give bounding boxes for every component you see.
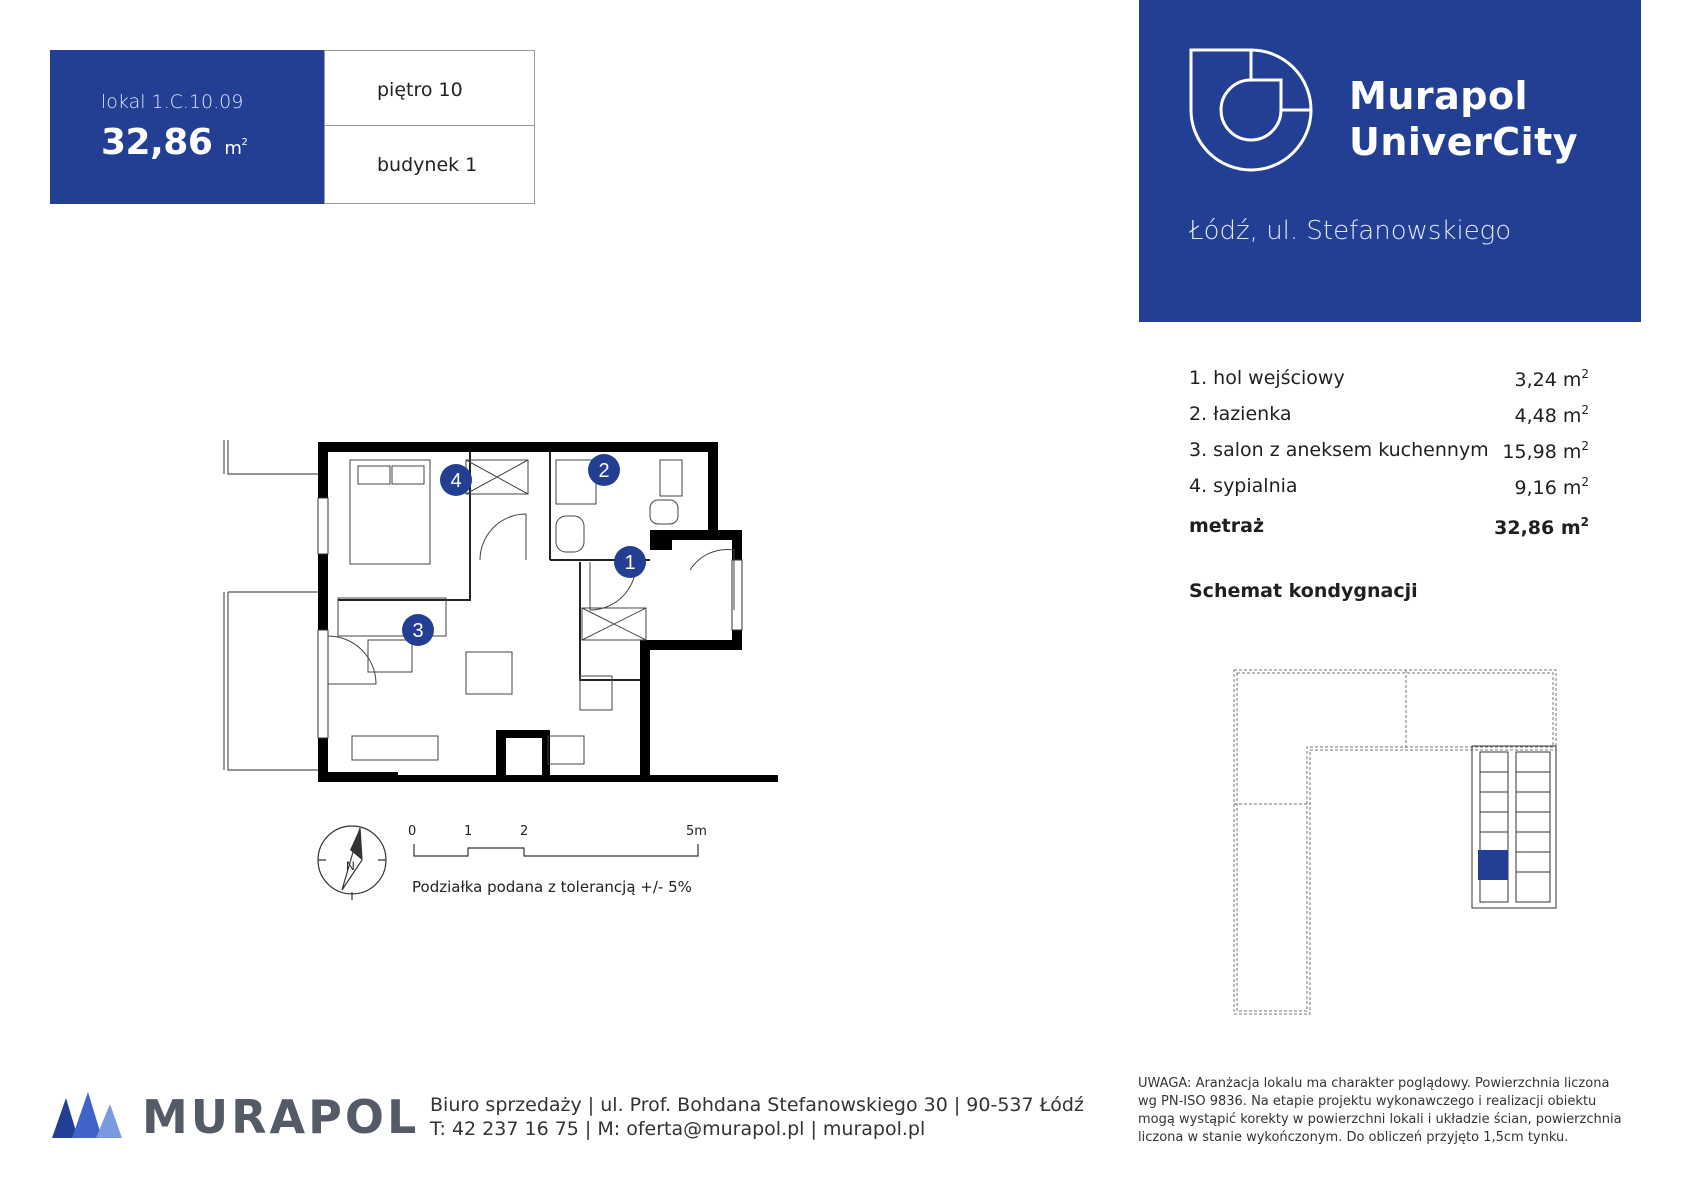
total-area: 32,86 $m^2$ bbox=[1494, 515, 1589, 539]
floor-cell bbox=[324, 50, 535, 126]
room-table bbox=[1189, 362, 1589, 546]
disclaimer: UWAGA: Aranżacja lokalu ma charakter poglądowy. Powierzchnia liczona wg PN-ISO 9836. Na etapie projektu wykonawczego i realizacji obiektu mogą wystąpić korekty w powierzchni lokali i układzie ścian, powierzchnia liczona w stanie wykończonym. Do obliczeń przyjęto 1,5cm tynku. bbox=[1138, 1076, 1622, 1145]
room-row bbox=[1189, 434, 1589, 470]
murapol-logo-icon bbox=[52, 1090, 122, 1140]
room-area: 9,16 $m^2$ bbox=[1514, 475, 1589, 499]
room-markers bbox=[402, 454, 646, 646]
scale-note: Podziałka podana z tolerancją +/- 5% bbox=[412, 878, 692, 896]
apartment-floorplan bbox=[220, 440, 780, 790]
walls bbox=[318, 442, 778, 782]
floor-label: piętro 10 bbox=[377, 79, 463, 101]
brand-name-line2: UniverCity bbox=[1349, 120, 1579, 164]
room-marker-label: 2 bbox=[598, 460, 610, 482]
footer-address: Biuro sprzedaży | ul. Prof. Bohdana Stefanowskiego 30 | 90-537 Łódź bbox=[430, 1094, 1084, 1116]
room-name: 3. salon z aneksem kuchennym bbox=[1189, 439, 1489, 461]
scale-tick: 0 bbox=[408, 824, 417, 839]
room-row bbox=[1189, 398, 1589, 434]
room-name: 2. łazienka bbox=[1189, 403, 1292, 425]
room-marker-label: 4 bbox=[450, 470, 462, 492]
scale-tick: 1 bbox=[464, 824, 473, 839]
room-area: 3,24 $m^2$ bbox=[1514, 367, 1589, 391]
furniture bbox=[338, 460, 682, 764]
room-row bbox=[1189, 362, 1589, 398]
unit-area-value: 32,86 bbox=[101, 122, 213, 163]
floor-schema bbox=[1230, 668, 1560, 1018]
room-marker-label: 1 bbox=[624, 552, 636, 574]
brand-name-line1: Murapol bbox=[1349, 74, 1529, 118]
room-area: 4,48 $m^2$ bbox=[1514, 403, 1589, 427]
compass-label: N bbox=[346, 859, 355, 873]
interior-walls bbox=[338, 452, 650, 680]
balcony-outlines bbox=[224, 440, 318, 770]
brand-location: Łódź, ul. Stefanowskiego bbox=[1189, 216, 1512, 246]
unit-label: lokal 1.C.10.09 bbox=[101, 91, 244, 113]
unit-info-box bbox=[50, 50, 324, 204]
room-row bbox=[1189, 470, 1589, 506]
building-label: budynek 1 bbox=[377, 154, 478, 176]
unit-location-marker bbox=[1478, 850, 1508, 880]
room-name: 1. hol wejściowy bbox=[1189, 367, 1345, 389]
footer-logo-text: MURAPOL bbox=[142, 1090, 420, 1144]
schema-title: Schemat kondygnacji bbox=[1189, 580, 1418, 602]
room-marker-label: 3 bbox=[412, 620, 424, 642]
brand-panel bbox=[1139, 0, 1641, 322]
scale-tick: 2 bbox=[520, 824, 529, 839]
building-block bbox=[1472, 746, 1556, 908]
unit-area bbox=[101, 122, 247, 163]
compass-icon bbox=[312, 820, 392, 900]
total-label: metraż bbox=[1189, 515, 1265, 537]
building-cell bbox=[324, 126, 535, 204]
room-name: 4. sypialnia bbox=[1189, 475, 1298, 497]
scale-tick: 5m bbox=[686, 824, 707, 839]
murapol-univercity-logo-icon bbox=[1189, 48, 1313, 172]
scale-bar bbox=[412, 842, 702, 862]
unit-area-unit: $m^2$ bbox=[224, 137, 248, 159]
total-row bbox=[1189, 510, 1589, 546]
footer-contact: T: 42 237 16 75 | M: oferta@murapol.pl | murapol.pl bbox=[430, 1118, 926, 1140]
room-area: 15,98 $m^2$ bbox=[1502, 439, 1589, 463]
